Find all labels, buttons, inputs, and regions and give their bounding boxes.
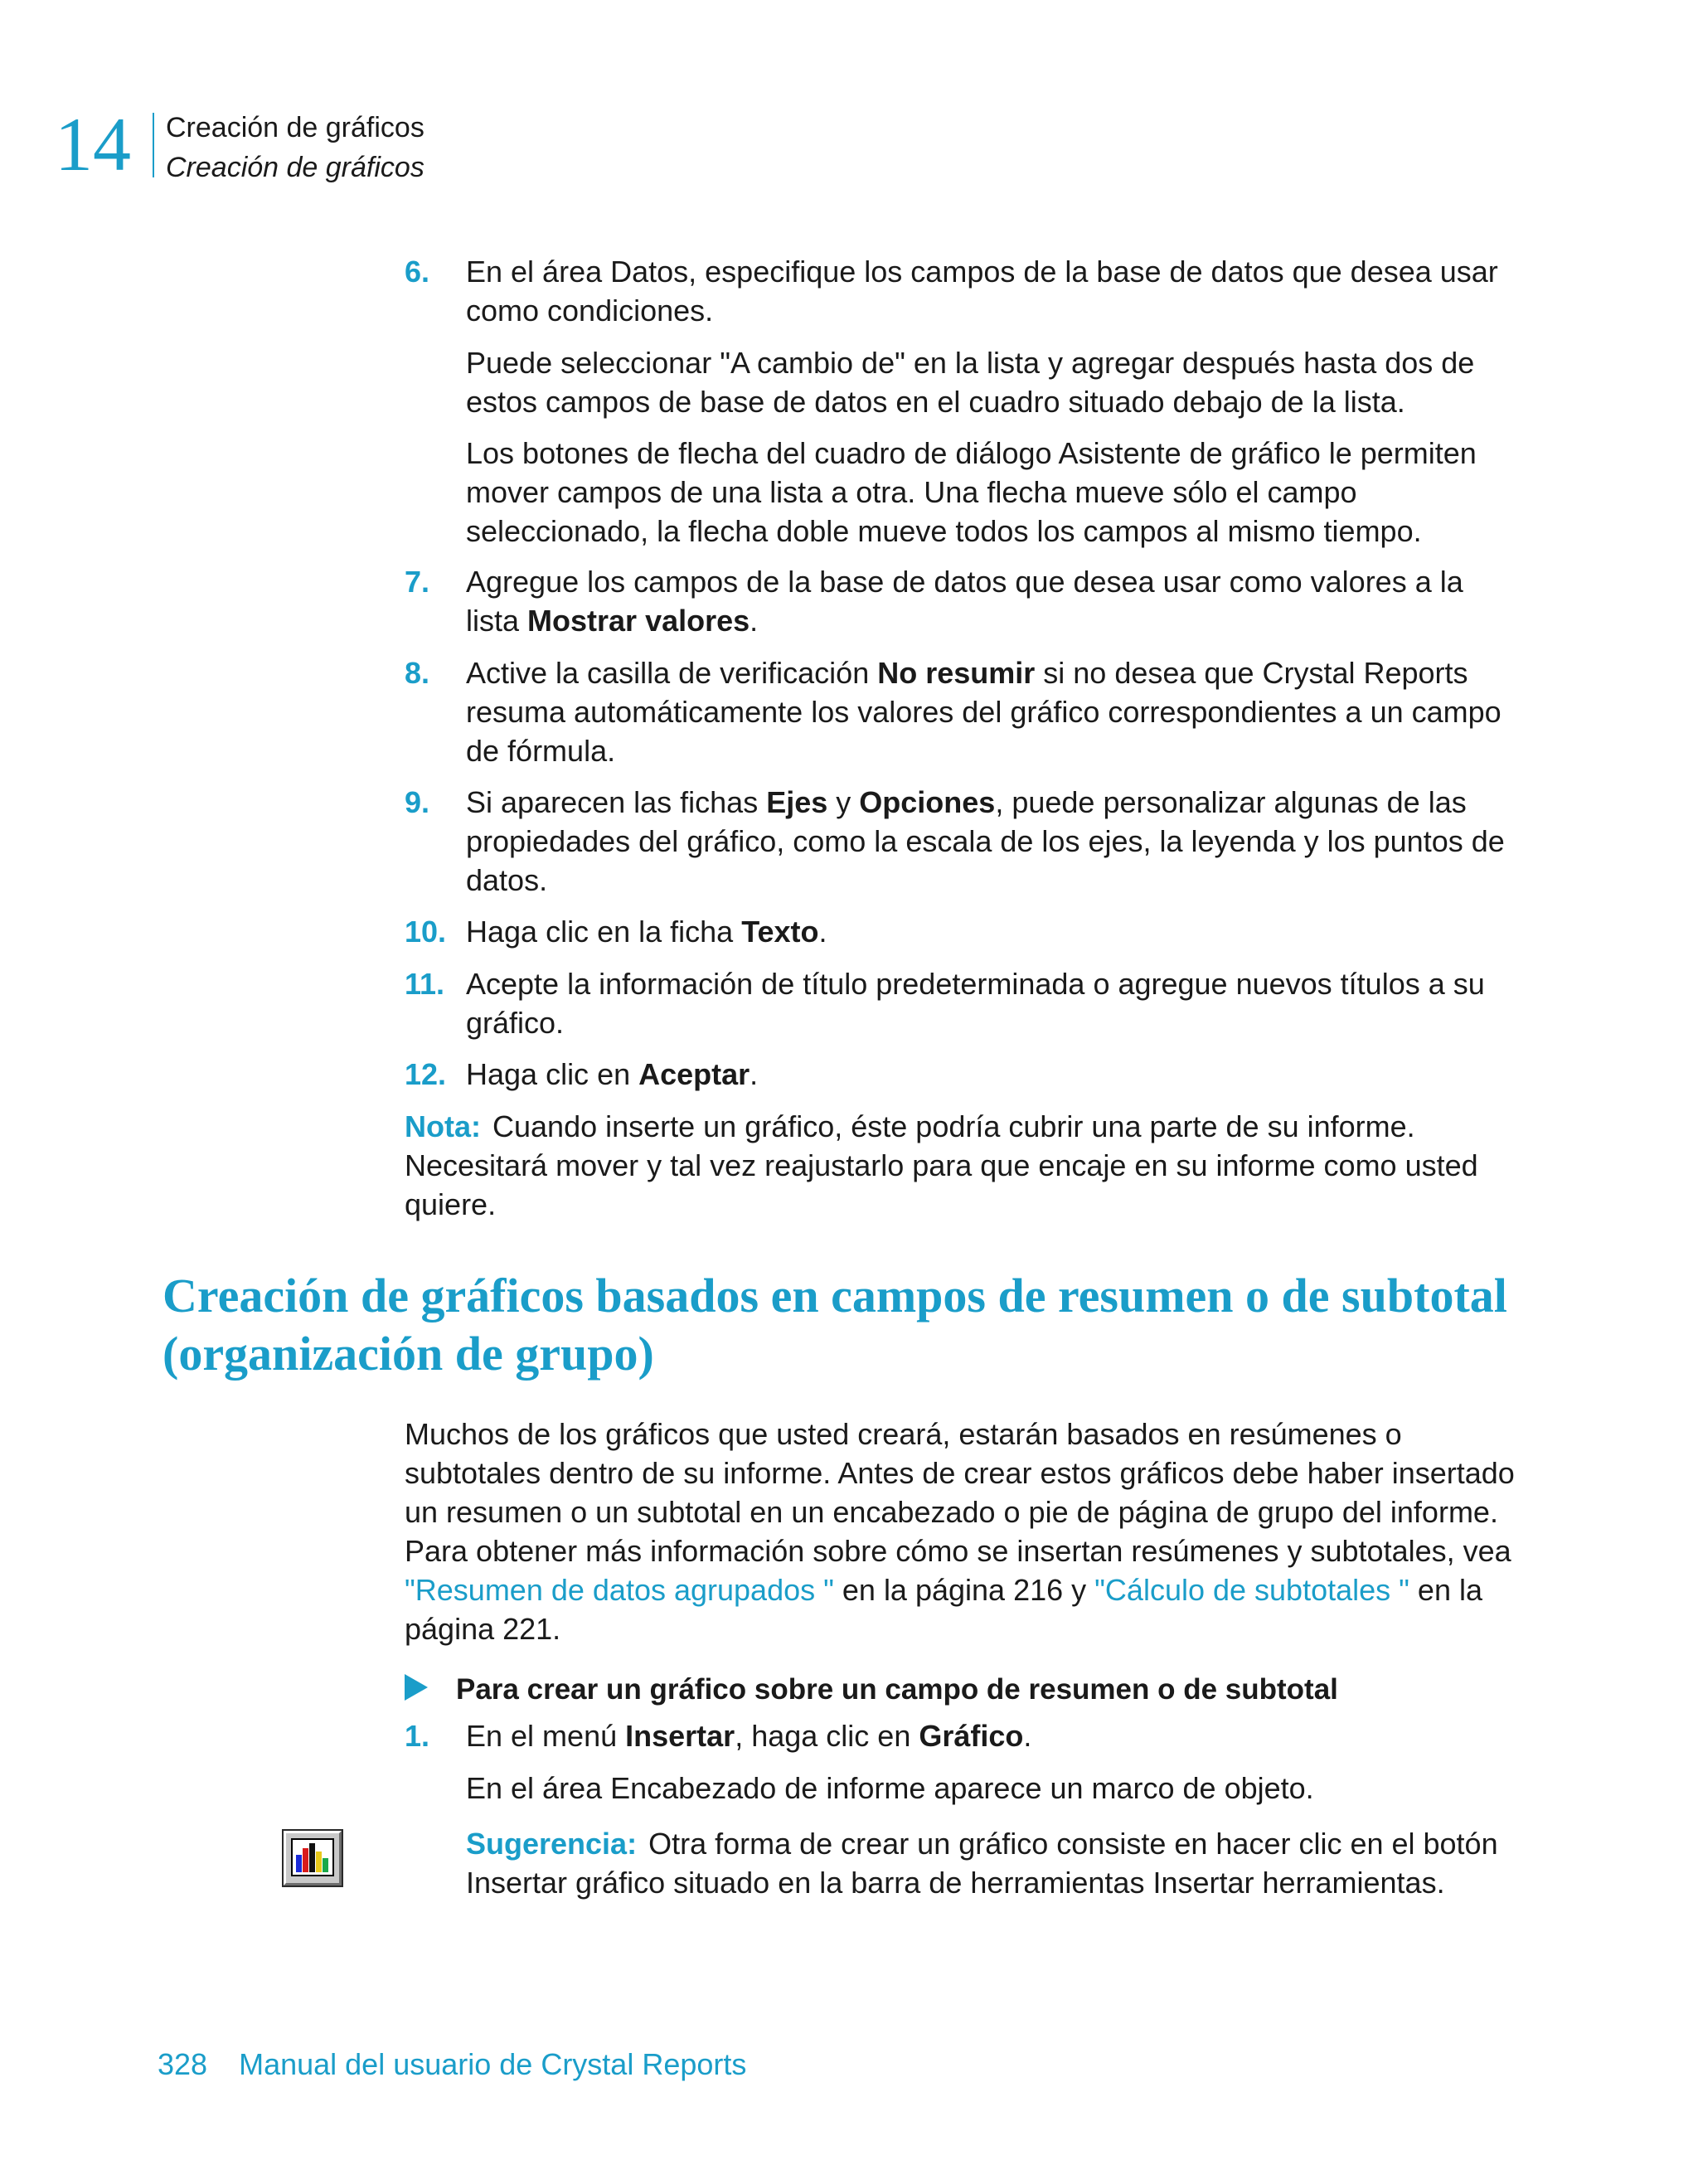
ui-term: Insertar	[625, 1719, 735, 1753]
step-text	[466, 783, 1516, 900]
page-number: 328	[158, 2047, 208, 2081]
step-text-run: Agregue los campos de la base de datos que desea usar como valores a la lista	[466, 565, 1463, 638]
step-9	[405, 783, 1516, 900]
step-text	[466, 1055, 1516, 1094]
body-text: en la página 221.	[405, 1573, 1482, 1646]
step-text	[466, 562, 1516, 640]
step-12	[405, 1055, 1516, 1094]
note-label: Nota:	[405, 1109, 481, 1143]
step-text	[466, 252, 1516, 330]
step-text-run: En el menú	[466, 1719, 626, 1753]
header-section-title: Creación de gráficos	[166, 152, 424, 183]
insert-chart-icon	[284, 1831, 342, 1886]
step-6-paragraph-2: Los botones de flecha del cuadro de diálogo Asistente de gráfico le permiten mover campos de una lista a otra. Una flecha mueve sólo el campo seleccionado, la flecha doble mueve todos los campos al mismo tiempo.	[466, 436, 1477, 548]
note-text: Cuando inserte un gráfico, éste podría cubrir una parte de su informe. Necesitará mover y tal vez reajustarlo para que encaje en su informe como usted quiere.	[405, 1109, 1478, 1221]
step-number: 7.	[405, 565, 430, 599]
header-rule	[153, 113, 154, 177]
step-text	[466, 912, 1516, 951]
ui-term: Texto	[741, 915, 819, 949]
procedure-step-1	[405, 1716, 1516, 1755]
triangle-right-icon	[405, 1674, 428, 1701]
step-text-run: Si aparecen las fichas	[466, 785, 767, 819]
link-calculo-subtotales[interactable]: "Cálculo de subtotales "	[1094, 1573, 1409, 1607]
ui-term: Mostrar valores	[527, 604, 750, 638]
step-6	[405, 252, 1516, 330]
step-text-run: .	[750, 1057, 759, 1091]
link-resumen-datos-agrupados[interactable]: "Resumen de datos agrupados "	[405, 1573, 834, 1607]
page-footer	[158, 2046, 746, 2083]
tip-label: Sugerencia:	[466, 1827, 638, 1861]
step-number: 6.	[405, 255, 430, 289]
step-number: 8.	[405, 656, 430, 690]
step-11	[405, 964, 1516, 1042]
step-text-run: En el área Datos, especifique los campos de la base de datos que desea usar como condiciones.	[466, 255, 1498, 328]
note	[405, 1107, 1516, 1224]
procedure-title-text: Para crear un gráfico sobre un campo de resumen o de subtotal	[456, 1673, 1338, 1706]
tip-text: Otra forma de crear un gráfico consiste en hacer clic en el botón Insertar gráfico situado en la barra de herramientas Insertar herramientas.	[466, 1827, 1498, 1900]
step-text-run: Acepte la información de título predeterminada o agregue nuevos títulos a su gráfico.	[466, 967, 1485, 1040]
step-number: 10.	[405, 915, 447, 949]
ui-term: Opciones	[859, 785, 996, 819]
step-text-run: .	[1023, 1719, 1032, 1753]
body-paragraph	[405, 1415, 1524, 1648]
step-text	[466, 653, 1516, 770]
section-heading: Creación de gráficos basados en campos de resumen o de subtotal (organización de grupo)	[163, 1269, 1507, 1381]
step-text	[466, 964, 1516, 1042]
step-text-run: si no desea que Crystal Reports resuma automáticamente los valores del gráfico correspondientes a un campo de fórmula.	[466, 656, 1502, 768]
bar-chart-icon	[286, 1833, 339, 1883]
step-text	[466, 1716, 1516, 1755]
step-text-run: , haga clic en	[735, 1719, 919, 1753]
step-text-run: .	[818, 915, 827, 949]
step-6-paragraph-1: Puede seleccionar "A cambio de" en la lista y agregar después hasta dos de estos campos de base de datos en el cuadro situado debajo de la lista.	[466, 346, 1475, 419]
footer-title: Manual del usuario de Crystal Reports	[239, 2047, 747, 2081]
step-text-run: , puede personalizar algunas de las propiedades del gráfico, como la escala de los ejes, la leyenda y los puntos de datos.	[466, 785, 1505, 897]
step-text-run: Haga clic en	[466, 1057, 639, 1091]
chapter-number: 14	[55, 102, 131, 187]
step-text-run: Haga clic en la ficha	[466, 915, 742, 949]
step-text-run: Active la casilla de verificación	[466, 656, 878, 690]
step-text-run: .	[750, 604, 759, 638]
ui-term: Ejes	[766, 785, 828, 819]
step-number: 1.	[405, 1719, 430, 1753]
body-text: Muchos de los gráficos que usted creará, estarán basados en resúmenes o subtotales dentro de su informe. Antes de crear estos gráficos debe haber insertado un resumen o un subtotal en un encabezado o pie de página de grupo del informe. Para obtener más información sobre cómo se insertan resúmenes y subtotales, vea	[405, 1417, 1515, 1568]
step-text-run: y	[827, 785, 860, 819]
procedure-step-1-paragraph: En el área Encabezado de informe aparece un marco de objeto.	[466, 1771, 1314, 1805]
ui-term: Gráfico	[919, 1719, 1024, 1753]
ui-term: No resumir	[877, 656, 1036, 690]
step-number: 11.	[405, 967, 445, 1001]
body-text: en la página 216 y	[833, 1573, 1095, 1607]
ui-term: Aceptar	[638, 1057, 750, 1091]
step-number: 12.	[405, 1057, 447, 1091]
step-7	[405, 562, 1516, 640]
tip	[466, 1824, 1519, 1902]
header-chapter-title: Creación de gráficos	[166, 112, 424, 143]
procedure-title	[405, 1670, 1524, 1709]
step-10	[405, 912, 1516, 951]
step-number: 9.	[405, 785, 430, 819]
step-8	[405, 653, 1516, 770]
